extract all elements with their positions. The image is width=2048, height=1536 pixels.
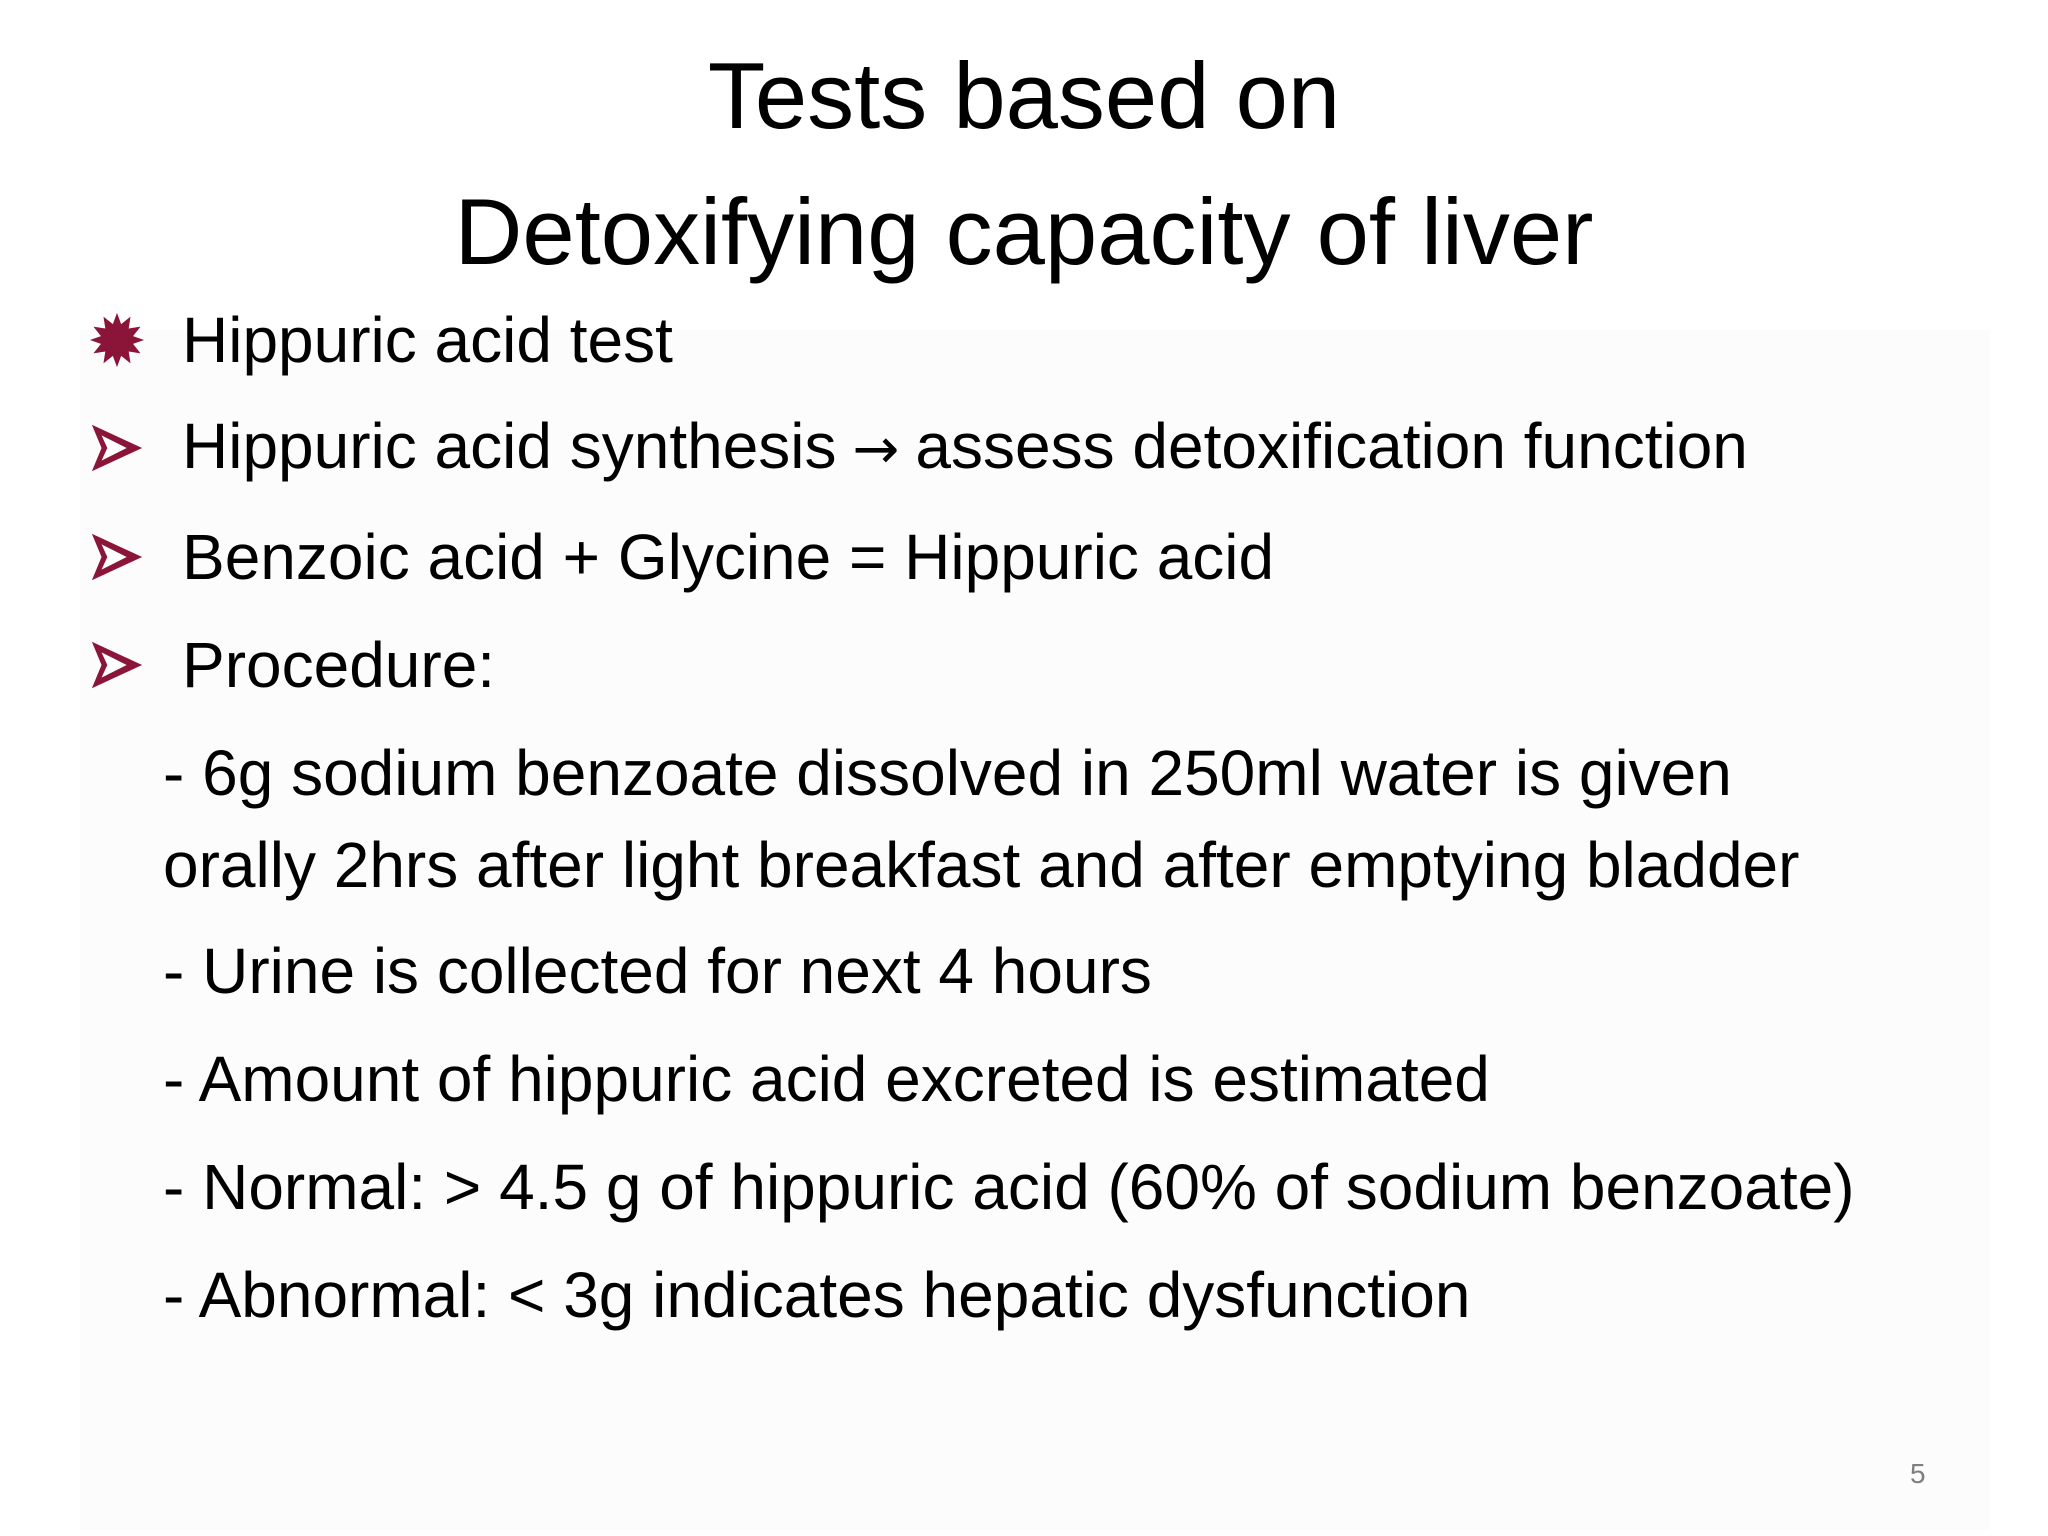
bullet-text	[182, 406, 1748, 490]
procedure-step-4: - Normal: > 4.5 g of hippuric acid (60% of sodium benzoate)	[163, 1151, 1855, 1223]
star-burst-icon	[88, 311, 146, 369]
procedure-step-5: - Abnormal: < 3g indicates hepatic dysfunction	[163, 1259, 1471, 1331]
procedure-step-3: - Amount of hippuric acid excreted is estimated	[163, 1043, 1490, 1115]
arrow-bullet-icon	[88, 636, 146, 694]
procedure-step-2: - Urine is collected for next 4 hours	[163, 935, 1152, 1007]
procedure-step-1-line-2: orally 2hrs after light breakfast and after emptying bladder	[163, 829, 1800, 901]
procedure-step-1-line-1: - 6g sodium benzoate dissolved in 250ml water is given	[163, 737, 1732, 809]
slide-title	[0, 28, 2048, 300]
page-number: 5	[1910, 1458, 1926, 1489]
bullet-text: Benzoic acid + Glycine = Hippuric acid	[182, 521, 1275, 593]
bullet-text: Hippuric acid test	[182, 304, 673, 376]
bullet-text-before-arrow: Hippuric acid synthesis	[182, 410, 837, 482]
bullet-text-after-arrow: assess detoxification function	[915, 410, 1748, 482]
arrow-bullet-icon	[88, 528, 146, 586]
title-line-1: Tests based on	[707, 43, 1341, 148]
arrow-bullet-icon	[88, 419, 146, 477]
title-line-2: Detoxifying capacity of liver	[454, 179, 1594, 284]
bullet-text: Procedure:	[182, 629, 496, 701]
right-arrow-icon: →	[852, 417, 900, 482]
